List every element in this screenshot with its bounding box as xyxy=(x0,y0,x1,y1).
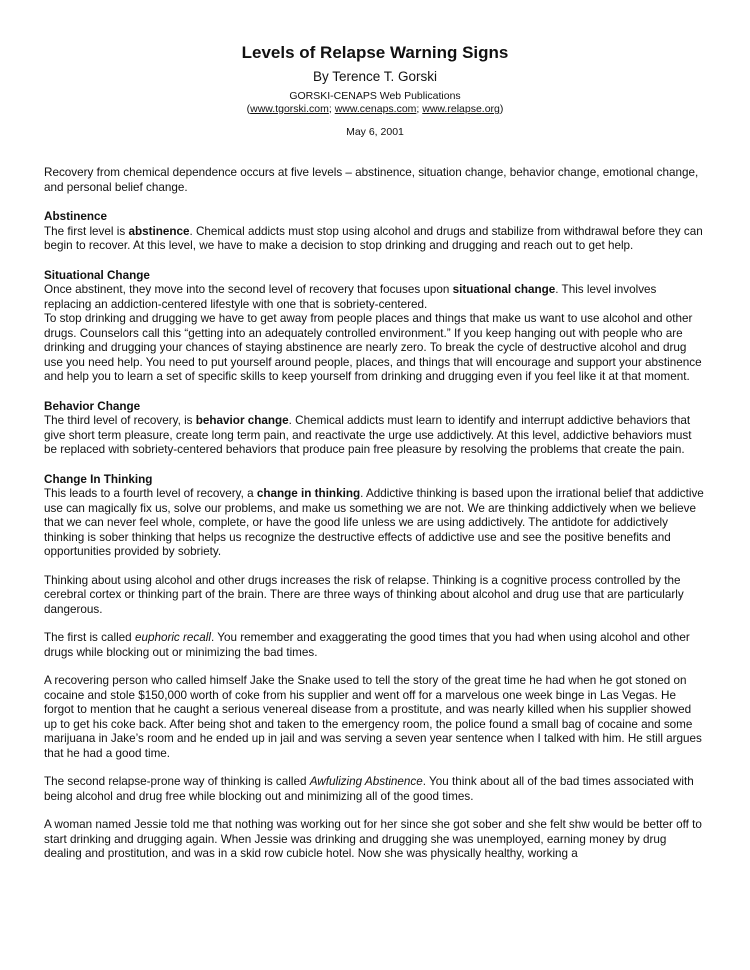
text-run: The second relapse-prone way of thinking is called xyxy=(44,775,310,788)
text-run: The first is called xyxy=(44,631,135,644)
text-run: The third level of recovery, is xyxy=(44,414,196,427)
section-situational-change xyxy=(44,269,706,385)
links-separator: ; xyxy=(328,103,335,115)
bold-term: abstinence xyxy=(128,224,190,238)
text-run: . Chemical addicts must stop using alcohol and drugs and stabilize from withdrawal before they can begin to recover. At this level, we have to make a decision to stop drinking and drugging and reach out to get help. xyxy=(44,224,703,252)
text-run: . Addictive thinking is based upon the irrational belief that addictive use can magically fix us, solve our problems, and make us something we are not. We are thinking addictively when we believe that we can never feel whole, complete, or have the good life unless we are using addictively. The antidote for addictively thinking is sober thinking that helps us recognize the destructive effects of addictive use and see the positive benefits and opportunities provided by sobriety. xyxy=(44,487,704,558)
section-heading: Situational Change xyxy=(44,268,150,282)
paragraph: A woman named Jessie told me that nothing was working out for her since she got sober and she felt shw would be better off to start drinking and drugging again. When Jessie was drinking and drugging she was unemployed, earning money by drug dealing and prostitution, and was in a skid row cubicle hotel. Now she was physically healthy, working a xyxy=(44,818,702,860)
paragraph xyxy=(44,414,706,458)
text-run: . You remember and exaggerating the good times that you had when using alcohol and other drugs while blocking out or minimizing the bad times. xyxy=(44,631,690,659)
publication-date: May 6, 2001 xyxy=(346,126,404,138)
bold-term: behavior change xyxy=(195,414,289,427)
italic-term: euphoric recall xyxy=(134,631,211,644)
paragraph xyxy=(44,225,706,254)
paragraph: Thinking about using alcohol and other drugs increases the risk of relapse. Thinking is a cognitive process controlled by the cerebral cortex or thinking part of the brain. There are three ways of thinking about alcohol and drug use that are particularly dangerous. xyxy=(44,573,684,616)
text-run: . You think about all of the bad times associated with being alcohol and drug free while blocking out and minimizing all of the good times. xyxy=(44,775,694,803)
document-title: Levels of Relapse Warning Signs xyxy=(241,43,509,62)
links-open-paren: ( xyxy=(246,103,251,115)
author-line: By Terence T. Gorski xyxy=(312,69,438,84)
document-header xyxy=(44,42,706,139)
section-heading: Change In Thinking xyxy=(44,472,153,486)
text-run: This leads to a fourth level of recovery, a xyxy=(44,487,257,500)
text-run: . Chemical addicts must learn to identify and interrupt addictive behaviors that give short term pleasure, create long term pain, and reactivate the urge use addictively. At this level, addictive behaviors must be replaced with sobriety-centered behaviors that produce pain free pleasure by resolving the problems that create the pain. xyxy=(44,414,692,456)
section-change-in-thinking xyxy=(44,473,706,862)
document-body xyxy=(44,166,706,862)
section-heading: Abstinence xyxy=(44,210,107,223)
links-separator: ; xyxy=(416,103,423,115)
links-close-paren: ) xyxy=(499,103,504,115)
paragraph xyxy=(44,631,706,660)
text-run: The first level is xyxy=(44,224,129,238)
italic-term: Awfulizing Abstinence xyxy=(309,775,423,788)
text-run: . This level involves replacing an addiction-centered lifestyle with one that is sobriety-centered. xyxy=(44,283,657,311)
bold-term: change in thinking xyxy=(256,487,361,500)
section-heading: Behavior Change xyxy=(44,399,141,413)
paragraph xyxy=(44,775,706,804)
intro-paragraph: Recovery from chemical dependence occurs at five levels – abstinence, situation change, behavior change, emotional change, and personal belief change. xyxy=(44,166,699,194)
paragraph: A recovering person who called himself Jake the Snake used to tell the story of the great time he had when he got stoned on cocaine and stole $150,000 worth of coke from his supplier and went off for a marvelous one week binge in Las Vegas. He forgot to mention that he caught a serious venereal disease from a prostitute, and was nearly killed when his supplier showed up to get his coke back. After being shot and taken to the emergency room, the police found a small bag of cocaine and some marijuana in Jake’s room and he ended up in jail and was serving a seven year sentence when I talked with him. He still argues that he had a good time. xyxy=(44,674,702,760)
paragraph xyxy=(44,487,706,560)
text-run: Once abstinent, they move into the second level of recovery that focuses upon xyxy=(44,283,453,296)
website-links xyxy=(44,103,706,116)
section-abstinence xyxy=(44,210,706,254)
link-cenaps[interactable]: www.cenaps.com xyxy=(334,103,417,115)
link-relapse[interactable]: www.relapse.org xyxy=(422,103,500,115)
paragraph: To stop drinking and drugging we have to get away from people places and things that make us want to use alcohol and other drugs. Counselors call this “getting into an adequately controlled environment.” If you keep hanging out with people who are drinking and drugging your chances of staying abstinence are nearly zero. To break the cycle of destructive alcohol and drug use you need help. You need to put yourself around people, places, and things that will encourage and support your abstinence and help you to learn a set of specific skills to keep yourself from drinking and drugging even if you feel like it at that moment. xyxy=(44,312,702,383)
paragraph xyxy=(44,283,706,312)
section-behavior-change xyxy=(44,400,706,458)
bold-term: situational change xyxy=(452,283,556,296)
publisher-line: GORSKI-CENAPS Web Publications xyxy=(289,90,461,102)
link-tgorski[interactable]: www.tgorski.com xyxy=(250,103,329,115)
